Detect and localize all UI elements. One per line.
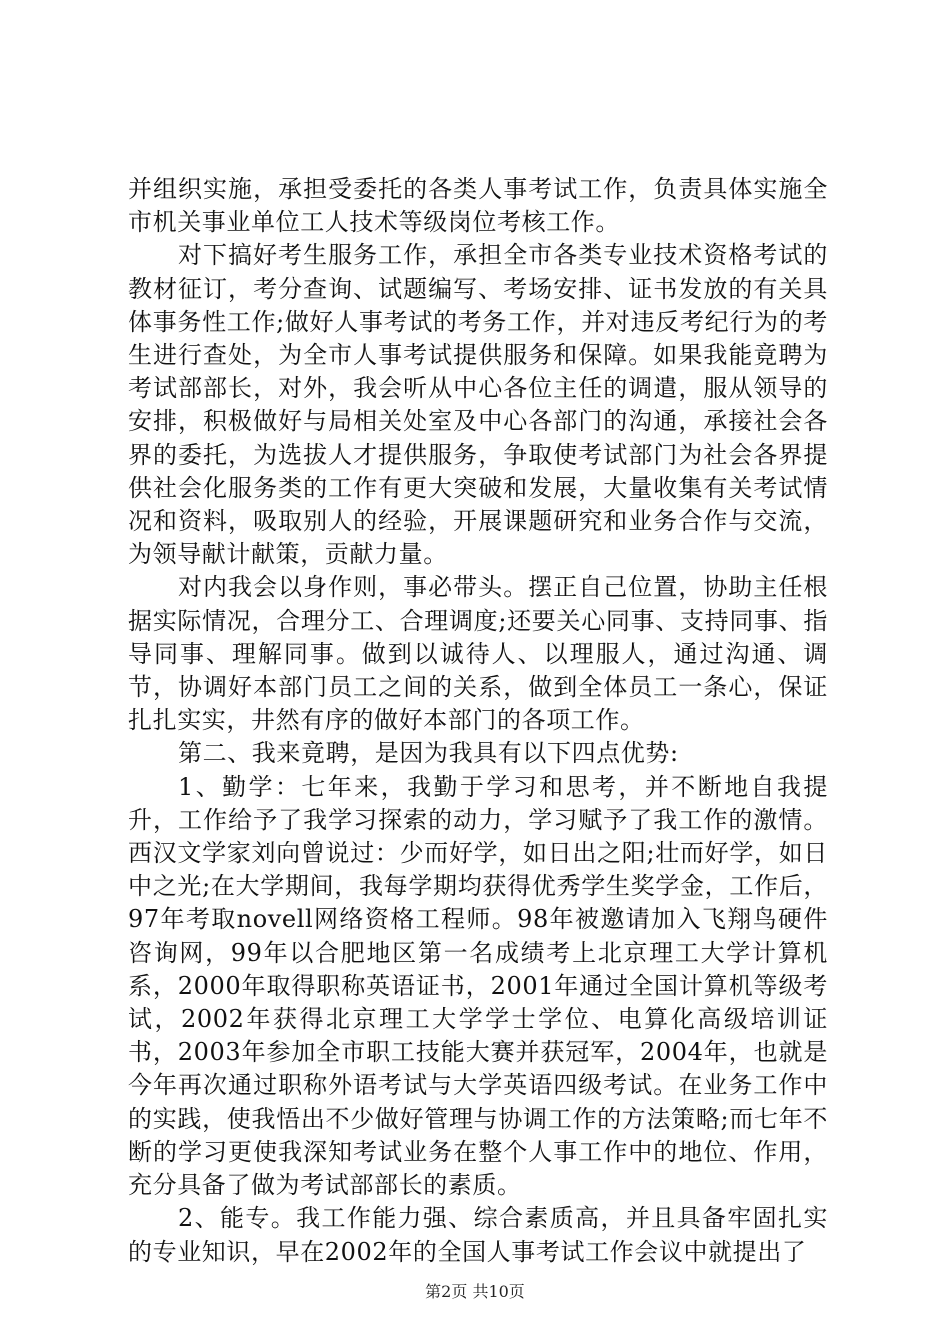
paragraph-3: 对内我会以身作则，事必带头。摆正自己位置，协助主任根据实际情况，合理分工、合理调度;还要关心同事、支持同事、指导同事、理解同事。做到以诚待人、以理服人，通过沟通、调节，协调好本部门员工之间的关系，做到全体员工一条心，保证扎扎实实，井然有序的做好本部门的各项工作。 (128, 573, 828, 735)
paragraph-1: 并组织实施，承担受委托的各类人事考试工作，负责具体实施全市机关事业单位工人技术等级岗位考核工作。 (128, 175, 828, 237)
paragraph-6: 2、能专。我工作能力强、综合素质高，并且具备牢固扎实的专业知识，早在2002年的全国人事考试工作会议中就提出了 (128, 1204, 828, 1266)
paragraph-5: 1、勤学：七年来，我勤于学习和思考，并不断地自我提升，工作给予了我学习探索的动力，学习赋予了我工作的激情。西汉文学家刘向曾说过：少而好学，如日出之阳;壮而好学，如日中之光;在大学期间，我每学期均获得优秀学生奖学金，工作后，97年考取novell网络资格工程师。98年被邀请加入飞翔鸟硬件咨询网，99年以合肥地区第一名成绩考上北京理工大学计算机系，2000年取得职称英语证书，2001年通过全国计算机等级考试，2002年获得北京理工大学学士学位、电算化高级培训证书，2003年参加全市职工技能大赛并获冠军，2004年，也就是今年再次通过职称外语考试与大学英语四级考试。在业务工作中的实践，使我悟出不少做好管理与协调工作的方法策略;而七年不断的学习更使我深知考试业务在整个人事工作中的地位、作用，充分具备了做为考试部部长的素质。 (128, 772, 828, 1200)
paragraph-4: 第二、我来竟聘，是因为我具有以下四点优势: (178, 739, 679, 768)
document-body (128, 173, 828, 1269)
paragraph-2: 对下搞好考生服务工作，承担全市各类专业技术资格考试的教材征订，考分查询、试题编写、考场安排、证书发放的有关具体事务性工作;做好人事考试的考务工作，并对违反考纪行为的考生进行查处，为全市人事考试提供服务和保障。如果我能竟聘为考试部部长，对外，我会听从中心各位主任的调遣，服从领导的安排，积极做好与局相关处室及中心各部门的沟通，承接社会各界的委托，为选拔人才提供服务，争取使考试部门为社会各界提供社会化服务类的工作有更大突破和发展，大量收集有关考试情况和资料，吸取别人的经验，开展课题研究和业务合作与交流，为领导献计献策，贡献力量。 (128, 241, 828, 569)
page-footer: 第2页 共10页 (425, 1282, 525, 1301)
